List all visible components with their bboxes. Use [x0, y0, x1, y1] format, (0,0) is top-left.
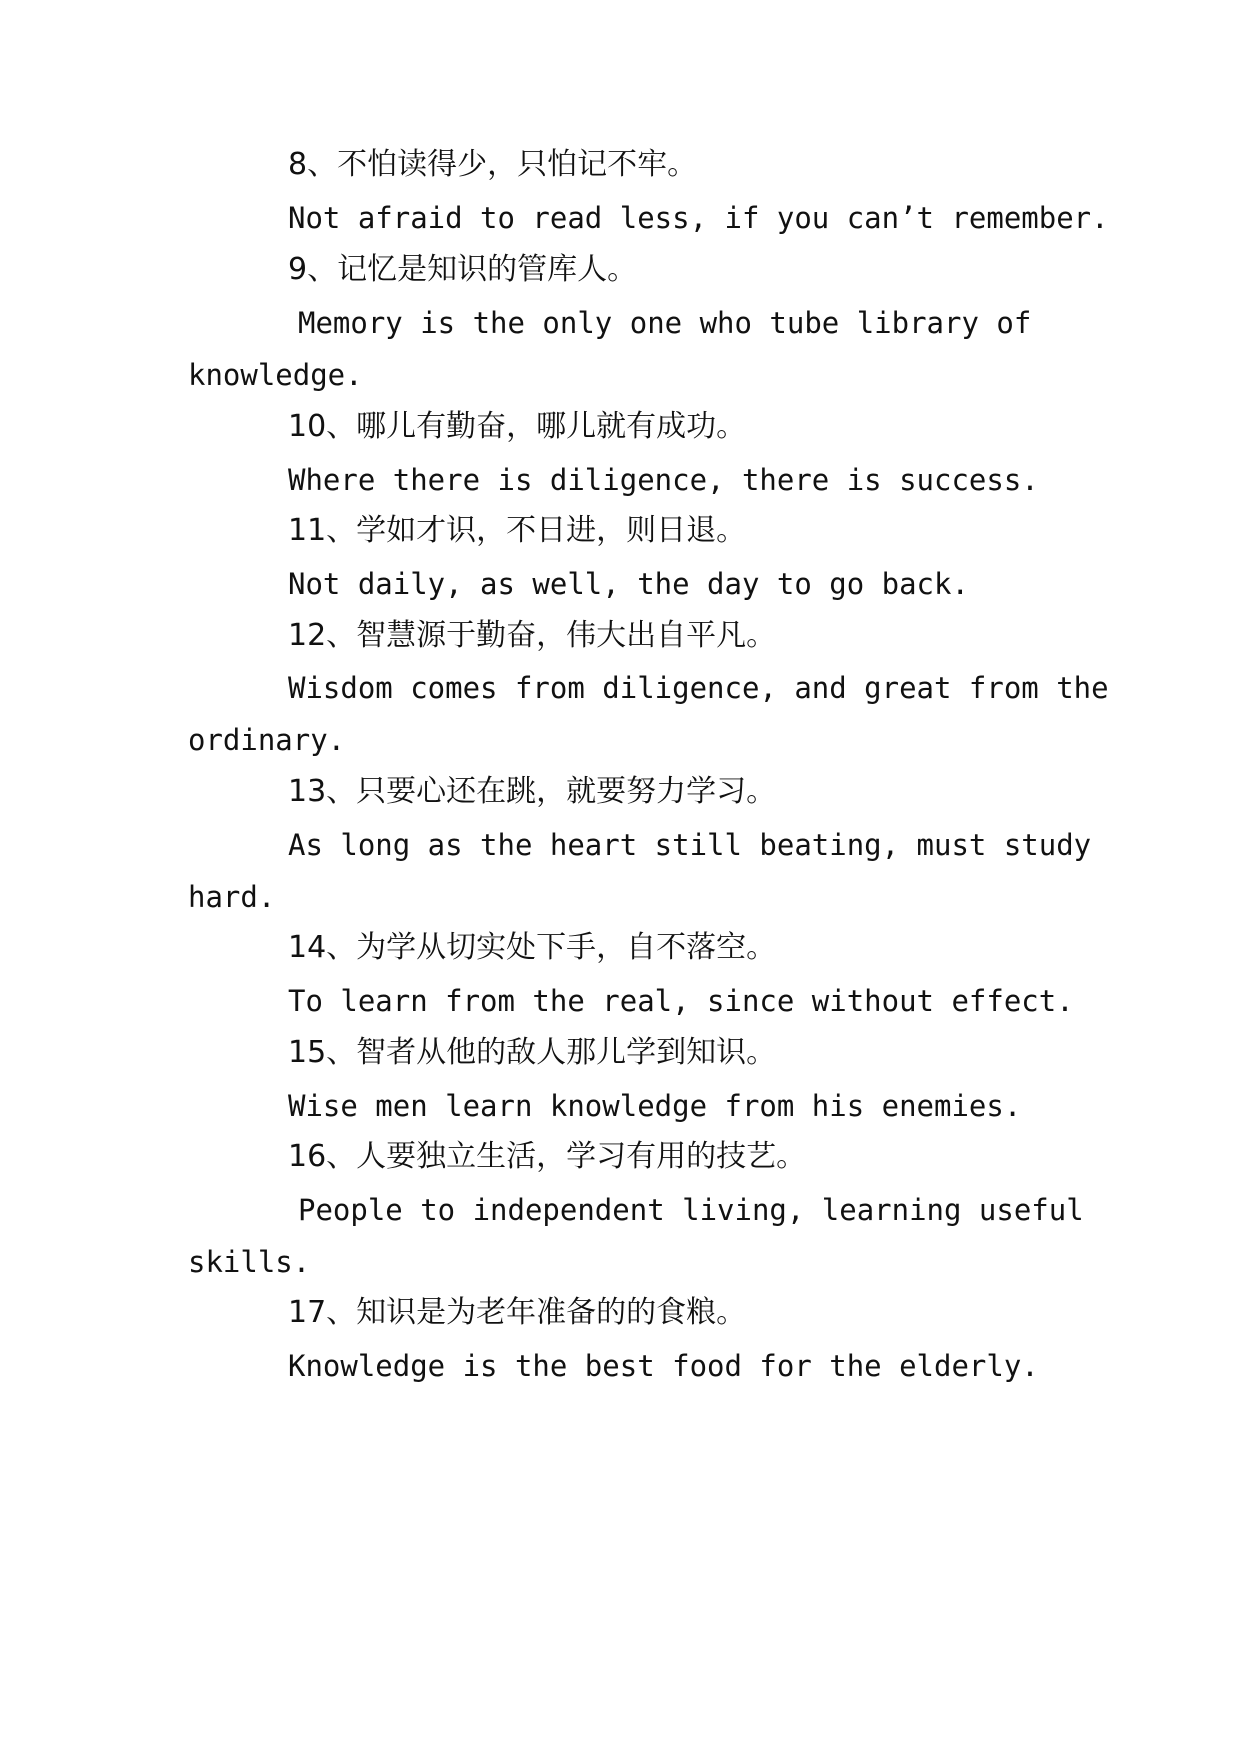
quote-13-chinese: 13、只要心还在跳，就要努力学习。	[288, 774, 777, 809]
quote-16-english-line2: skills.	[188, 1245, 311, 1279]
quote-13-english-line1: As long as the heart still beating, must study	[288, 828, 1092, 862]
quote-15-chinese: 15、智者从他的敌人那儿学到知识。	[288, 1035, 777, 1070]
quote-11-english: Not daily, as well, the day to go back.	[288, 567, 969, 601]
quote-10-english: Where there is diligence, there is success.	[288, 463, 1039, 497]
quote-9-english-line2: knowledge.	[188, 358, 363, 392]
quote-8-chinese: 8、不怕读得少，只怕记不牢。	[288, 147, 698, 182]
quote-9-chinese: 9、记忆是知识的管库人。	[288, 252, 638, 287]
quote-9-english-line1: Memory is the only one who tube library of	[298, 306, 1032, 340]
quote-16-english-line1: People to independent living, learning useful	[298, 1193, 1084, 1227]
quote-17-chinese: 17、知识是为老年准备的的食粮。	[288, 1295, 747, 1330]
quote-10-chinese: 10、哪儿有勤奋，哪儿就有成功。	[288, 409, 747, 444]
quote-16-chinese: 16、人要独立生活，学习有用的技艺。	[288, 1139, 807, 1174]
quote-8-english: Not afraid to read less, if you can’t remember.	[288, 201, 1109, 235]
quote-15-english: Wise men learn knowledge from his enemies.	[288, 1089, 1022, 1123]
quote-17-english: Knowledge is the best food for the elderly.	[288, 1349, 1039, 1383]
quote-12-english-line1: Wisdom comes from diligence, and great from the	[288, 671, 1109, 705]
quote-14-english: To learn from the real, since without effect.	[288, 984, 1074, 1018]
quote-11-chinese: 11、学如才识，不日进，则日退。	[288, 513, 747, 548]
quote-12-english-line2: ordinary.	[188, 723, 346, 757]
quote-14-chinese: 14、为学从切实处下手，自不落空。	[288, 930, 777, 965]
quote-12-chinese: 12、智慧源于勤奋，伟大出自平凡。	[288, 618, 777, 653]
quote-13-english-line2: hard.	[188, 880, 276, 914]
